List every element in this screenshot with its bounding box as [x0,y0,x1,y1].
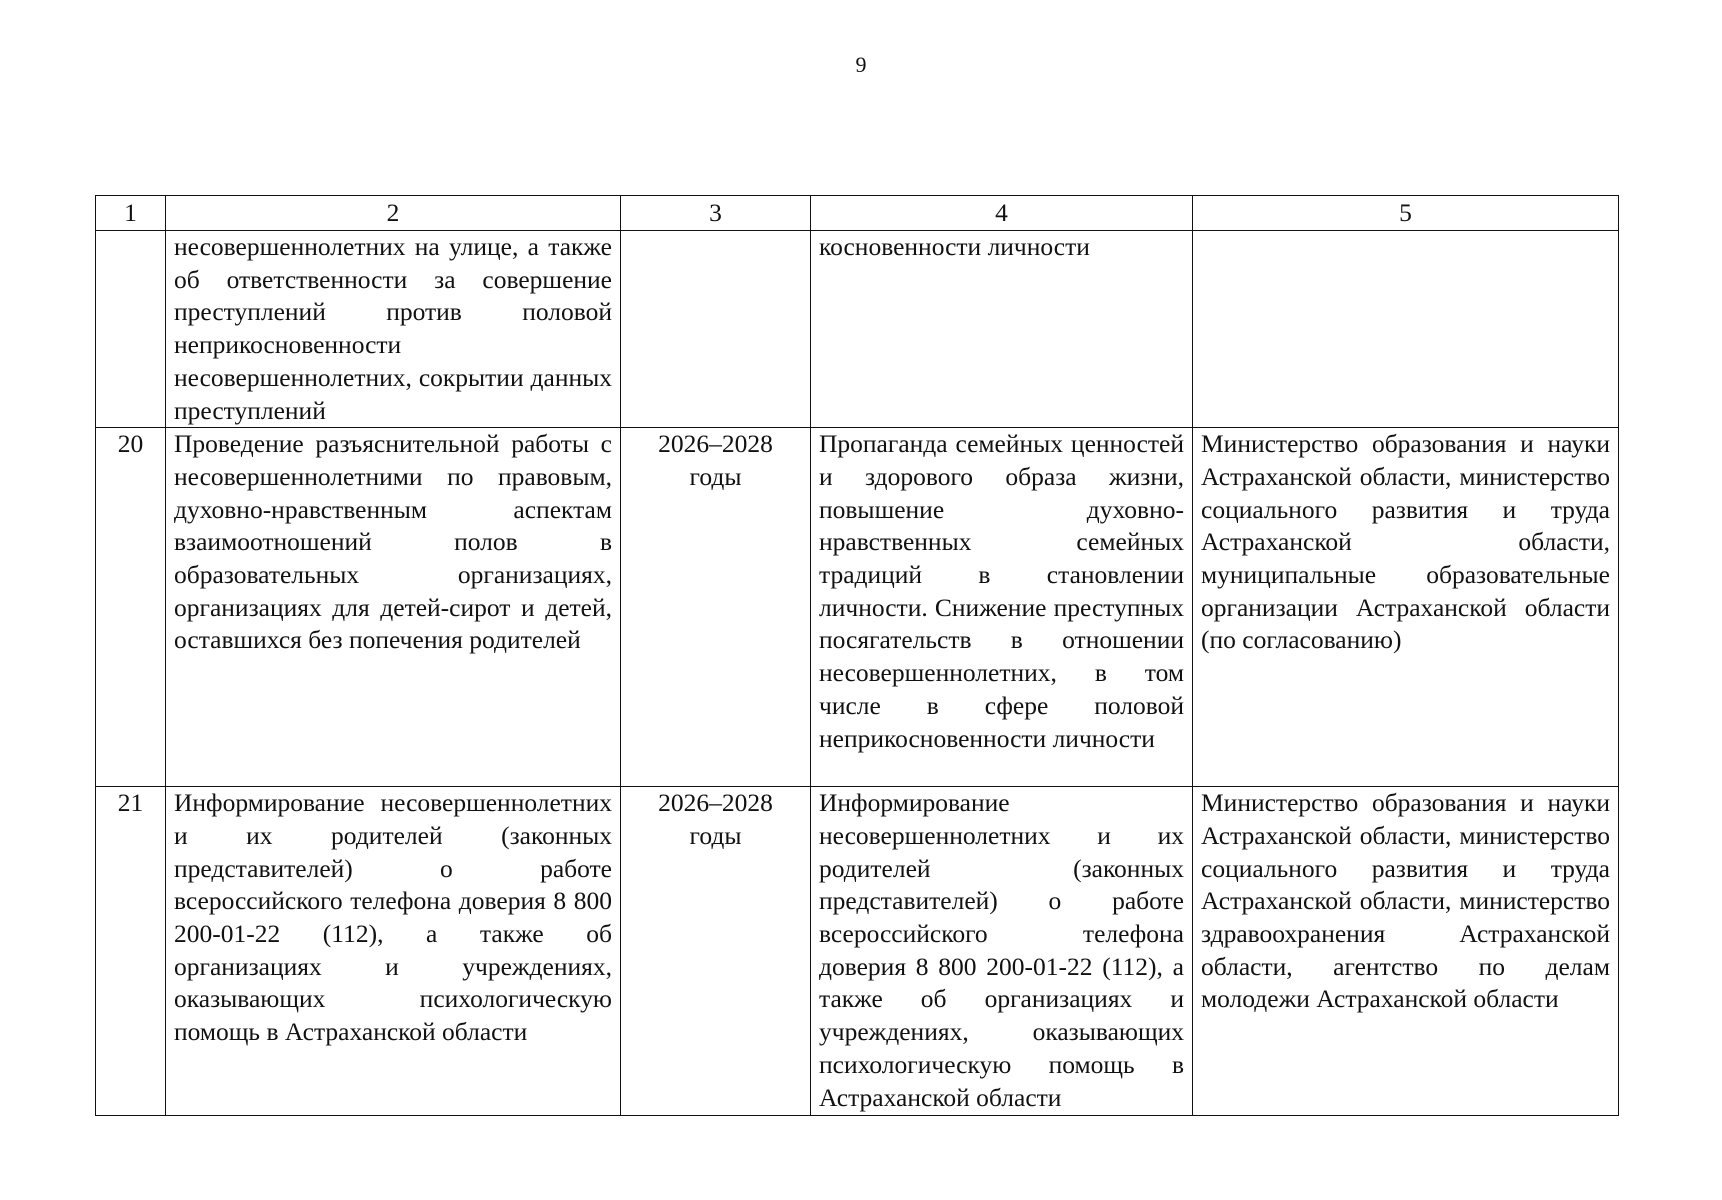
column-header-3: 3 [621,196,811,231]
row-number [96,231,166,428]
result-cell: косновенности личности [811,231,1193,428]
page-number: 9 [855,52,867,77]
column-header-1: 1 [96,196,166,231]
column-header-2: 2 [166,196,621,231]
event-cell: Информирование несовершеннолетних и их родителей (законных представителей) о работе всероссийского телефона доверия 8 800 200-01-22 (112), а также об организациях и учреждениях, оказывающих психологическую помощь в Астраханской области [166,787,621,1116]
column-header-5: 5 [1193,196,1619,231]
table-header-row [96,196,1619,231]
table-row-20 [96,428,1619,787]
row-number: 20 [96,428,166,787]
period-cell: 2026–2028 годы [621,428,811,787]
period-cell: 2026–2028 годы [621,787,811,1116]
executor-cell: Министерство образования и науки Астраханской области, министерство социального развития и труда Астраханской области, министерство здравоохранения Астраханской области, агентство по делам молодежи Астраханской области [1193,787,1619,1116]
measures-table [95,195,1619,1116]
table-row-continued [96,231,1619,428]
row-number: 21 [96,787,166,1116]
result-cell: Пропаганда семейных ценностей и здорового образа жизни, повышение духовно-нравственных семейных традиций в становлении личности. Снижение преступных посягательств в отношении несовершеннолетних, в том числе в сфере половой неприкосновенности личности [811,428,1193,787]
result-cell: Информирование несовершеннолетних и их родителей (законных представителей) о работе всероссийского телефона доверия 8 800 200-01-22 (112), а также об организациях и учреждениях, оказывающих психологическую помощь в Астраханской области [811,787,1193,1116]
event-cell: Проведение разъяснительной работы с несовершеннолетними по правовым, духовно-нравственным аспектам взаимоотношений полов в образовательных организациях, организациях для детей-сирот и детей, оставшихся без попечения родителей [166,428,621,787]
table-row-21 [96,787,1619,1116]
event-cell: несовершеннолетних на улице, а также об ответственности за совершение преступлений против половой неприкосновенности несовершеннолетних, сокрытии данных преступлений [166,231,621,428]
executor-cell [1193,231,1619,428]
column-header-4: 4 [811,196,1193,231]
period-cell [621,231,811,428]
executor-cell: Министерство образования и науки Астраханской области, министерство социального развития и труда Астраханской области, муниципальные образовательные организации Астраханской области (по согласованию) [1193,428,1619,787]
